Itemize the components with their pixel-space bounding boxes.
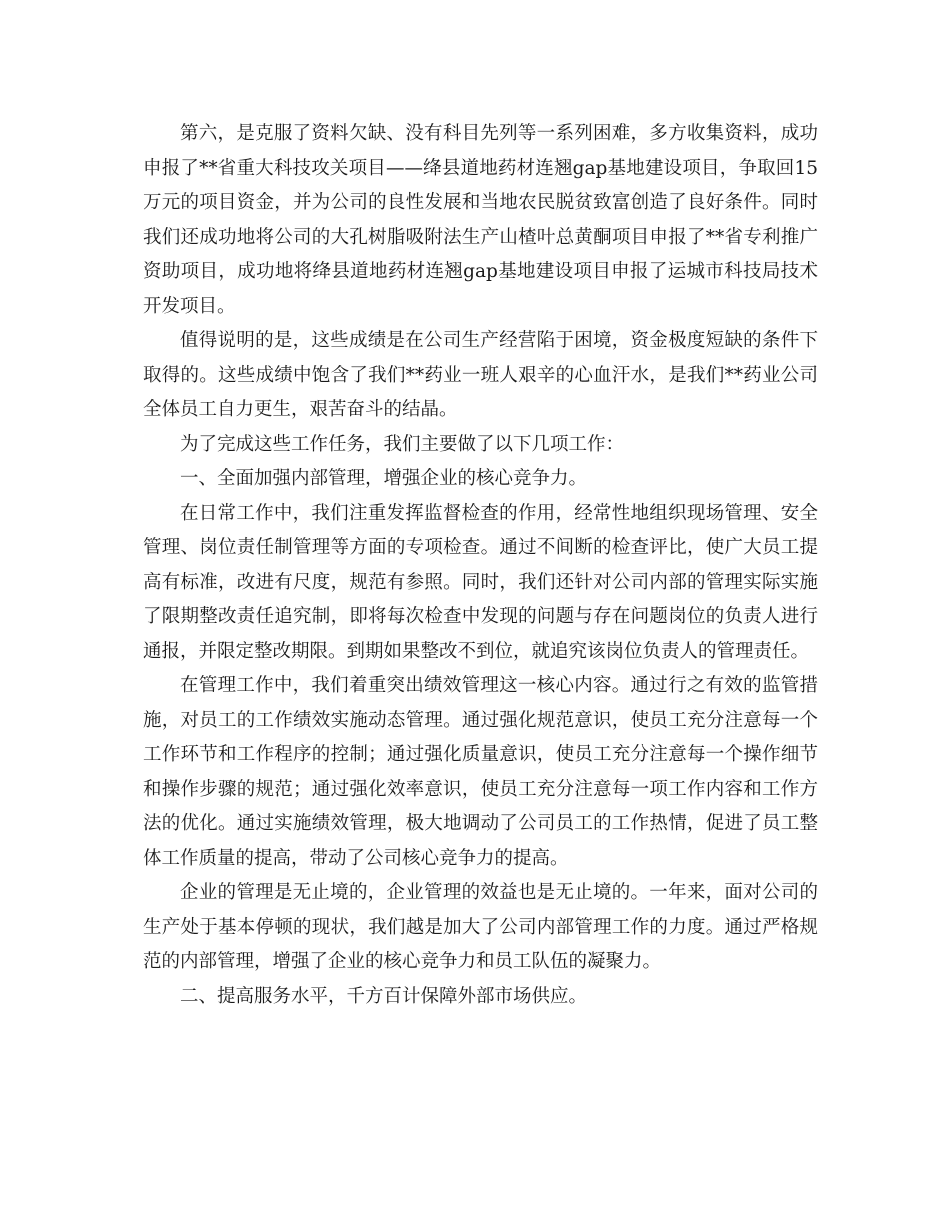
paragraph-performance-management: 在管理工作中，我们着重突出绩效管理这一核心内容。通过行之有效的监管措施，对员工的工作绩效实施动态管理。通过强化规范意识，使员工充分注意每一个工作环节和工作程序的控制；通过强化质量意识，使员工充分注意每一个操作细节和操作步骤的规范；通过强化效率意识，使员工充分注意每一项工作内容和工作方法的优化。通过实施绩效管理，极大地调动了公司员工的工作热情，促进了员工整体工作质量的提高，带动了公司核心竞争力的提高。 xyxy=(143,675,818,869)
section-heading-internal-management: 一、全面加强内部管理，增强企业的核心竞争力。 xyxy=(180,468,588,489)
paragraph-daily-inspection: 在日常工作中，我们注重发挥监督检查的作用，经常性地组织现场管理、安全管理、岗位责任制管理等方面的专项检查。通过不间断的检查评比，使广大员工提高有标准，改进有尺度，规范有参照。同时，我们还针对公司内部的管理实际实施了限期整改责任追究制，即将每次检查中发现的问题与存在问题岗位的负责人进行通报，并限定整改期限。到期如果整改不到位，就追究该岗位负责人的管理责任。 xyxy=(143,502,818,662)
paragraph-management-summary: 企业的管理是无止境的，企业管理的效益也是无止境的。一年来，面对公司的生产处于基本停顿的现状，我们越是加大了公司内部管理工作的力度。通过严格规范的内部管理，增强了企业的核心竞争力和员工队伍的凝聚力。 xyxy=(143,882,818,972)
section-heading-service-level: 二、提高服务水平，千方百计保障外部市场供应。 xyxy=(180,985,588,1007)
paragraph-work-intro: 为了完成这些工作任务，我们主要做了以下几项工作： xyxy=(180,433,625,455)
paragraph-achievement-note: 值得说明的是，这些成绩是在公司生产经营陷于困境，资金极度短缺的条件下取得的。这些成绩中饱含了我们**药业一班人艰辛的心血汗水，是我们**药业公司全体员工自力更生，艰苦奋斗的结晶。 xyxy=(143,330,818,420)
paragraph-item-6-achievement: 第六，是克服了资料欠缺、没有科目先列等一系列困难，多方收集资料，成功申报了**省重大科技攻关项目——绛县道地药材连翘gap基地建设项目，争取回15万元的项目资金，并为公司的良性发展和当地农民脱贫致富创造了良好条件。同时我们还成功地将公司的大孔树脂吸附法生产山楂叶总黄酮项目申报了**省专利推广资助项目，成功地将绛县道地药材连翘gap基地建设项目申报了运城市科技局技术开发项目。 xyxy=(143,123,818,317)
document-body xyxy=(143,117,818,1014)
